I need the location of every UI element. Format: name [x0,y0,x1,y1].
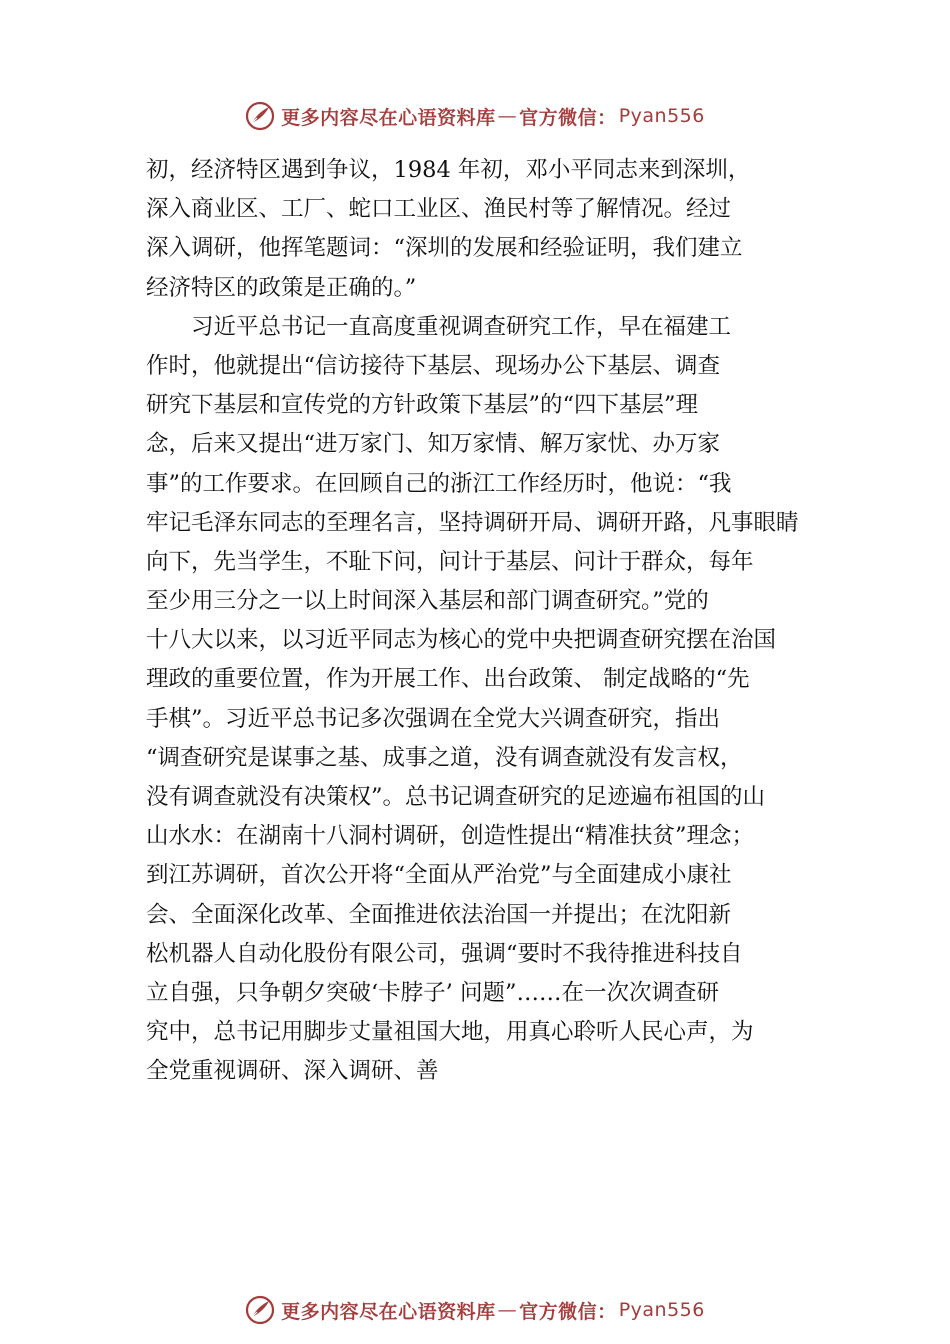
watermark-text: 更多内容尽在心语资料库 [281,1300,496,1323]
watermark-dash: — [497,1299,518,1321]
header-watermark [0,96,950,136]
footer-watermark [0,1290,950,1330]
body-line: 十八大以来，以习近平同志为核心的党中央把调查研究摆在治国 [146,627,777,654]
body-line: 初，经济特区遇到争议，1984 年初，邓小平同志来到深圳， [146,157,751,183]
body-line: 松机器人自动化股份有限公司，强调“要时不我待推进科技自 [146,940,743,967]
body-line: 至少用三分之一以上时间深入基层和部门调查研究。”党的 [146,588,709,615]
body-line: 全党重视调研、深入调研、善 [146,1058,439,1085]
body-line: 向下，先当学生，不耻下问，问计于基层、问计于群众，每年 [146,548,754,575]
body-line: “调查研究是谋事之基、成事之道，没有调查就没有发言权， [146,744,743,771]
watermark-label: 官方微信： [519,106,617,129]
body-line: 牢记毛泽东同志的至理名言，坚持调研开局、调研开路，凡事眼睛 [146,509,799,536]
body-line: 会、全面深化改革、全面推进依法治国一并提出；在沈阳新 [146,901,732,928]
quill-pen-logo-icon [245,1295,275,1325]
body-line: 手棋”。习近平总书记多次强调在全党大兴调查研究，指出 [146,705,721,732]
watermark-account: Pyan556 [618,1299,705,1321]
document-body [146,151,826,1092]
body-line: 立自强，只争朝夕突破‘卡脖子’ 问题”……在一次次调查研 [146,979,719,1006]
watermark-label: 官方微信： [519,1300,617,1323]
body-line: 作时，他就提出“信访接待下基层、现场办公下基层、调查 [146,352,721,379]
body-line: 理政的重要位置，作为开展工作、出台政策、 制定战略的“先 [146,666,750,693]
body-line: 事”的工作要求。在回顾自己的浙江工作经历时，他说：“我 [146,470,732,497]
body-line: 到江苏调研，首次公开将“全面从严治党”与全面建成小康社 [146,862,732,889]
body-line: 深入商业区、工厂、蛇口工业区、渔民村等了解情况。经过 [146,196,732,223]
quill-pen-logo-icon [245,101,275,131]
body-line: 经济特区的政策是正确的。” [146,274,417,301]
watermark-text: 更多内容尽在心语资料库 [281,106,496,129]
body-line: 研究下基层和宣传党的方针政策下基层”的“四下基层”理 [146,392,699,419]
watermark-account: Pyan556 [618,105,705,127]
body-line: 念，后来又提出“进万家门、知万家情、解万家忧、办万家 [146,431,721,458]
body-line: 深入调研，他挥笔题词：“深圳的发展和经验证明，我们建立 [146,235,743,262]
body-line: 没有调查就没有决策权”。总书记调查研究的足迹遍布祖国的山 [146,784,766,810]
body-line: 山水水：在湖南十八洞村调研，创造性提出“精准扶贫”理念； [146,823,755,850]
body-line: 究中，总书记用脚步丈量祖国大地，用真心聆听人民心声，为 [146,1019,754,1046]
body-line: 习近平总书记一直高度重视调查研究工作，早在福建工 [146,313,732,340]
watermark-dash: — [497,105,518,127]
